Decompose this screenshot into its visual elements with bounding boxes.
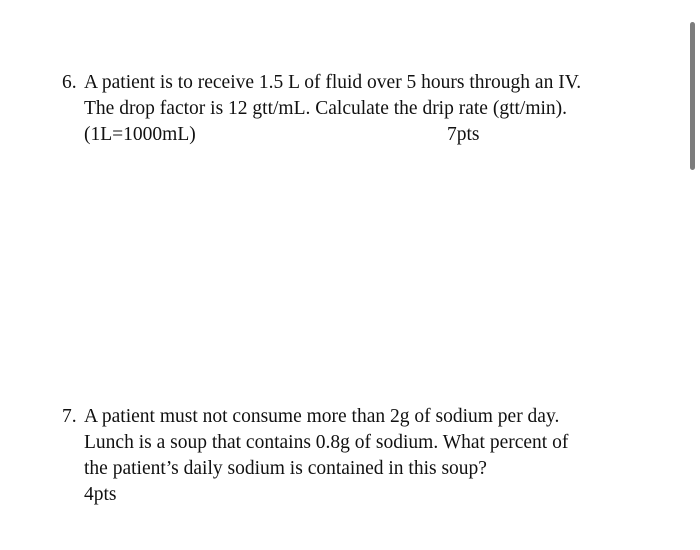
question-6-line-1 <box>62 70 581 96</box>
question-7 <box>62 404 568 508</box>
question-6-points: 7pts <box>447 124 480 145</box>
question-7-points: 4pts <box>84 484 117 505</box>
vertical-scrollbar[interactable] <box>690 22 695 170</box>
question-6-number: 6. <box>62 72 77 93</box>
question-6-text-line-1: A patient is to receive 1.5 L of fluid over 5 hours through an IV. <box>84 72 582 93</box>
question-7-line-3: the patient’s daily sodium is contained in this soup? <box>84 458 487 479</box>
question-6-line-3 <box>62 122 581 148</box>
question-6 <box>62 70 581 148</box>
question-6-line-2: The drop factor is 12 gtt/mL. Calculate the drip rate (gtt/min). <box>84 98 568 119</box>
question-7-line-2: Lunch is a soup that contains 0.8g of sodium. What percent of <box>84 432 569 453</box>
question-7-text-line-1: A patient must not consume more than 2g of sodium per day. <box>84 406 560 427</box>
question-7-number: 7. <box>62 406 77 427</box>
question-7-line-1 <box>62 404 568 430</box>
question-6-text-line-3: (1L=1000mL) <box>84 124 196 145</box>
